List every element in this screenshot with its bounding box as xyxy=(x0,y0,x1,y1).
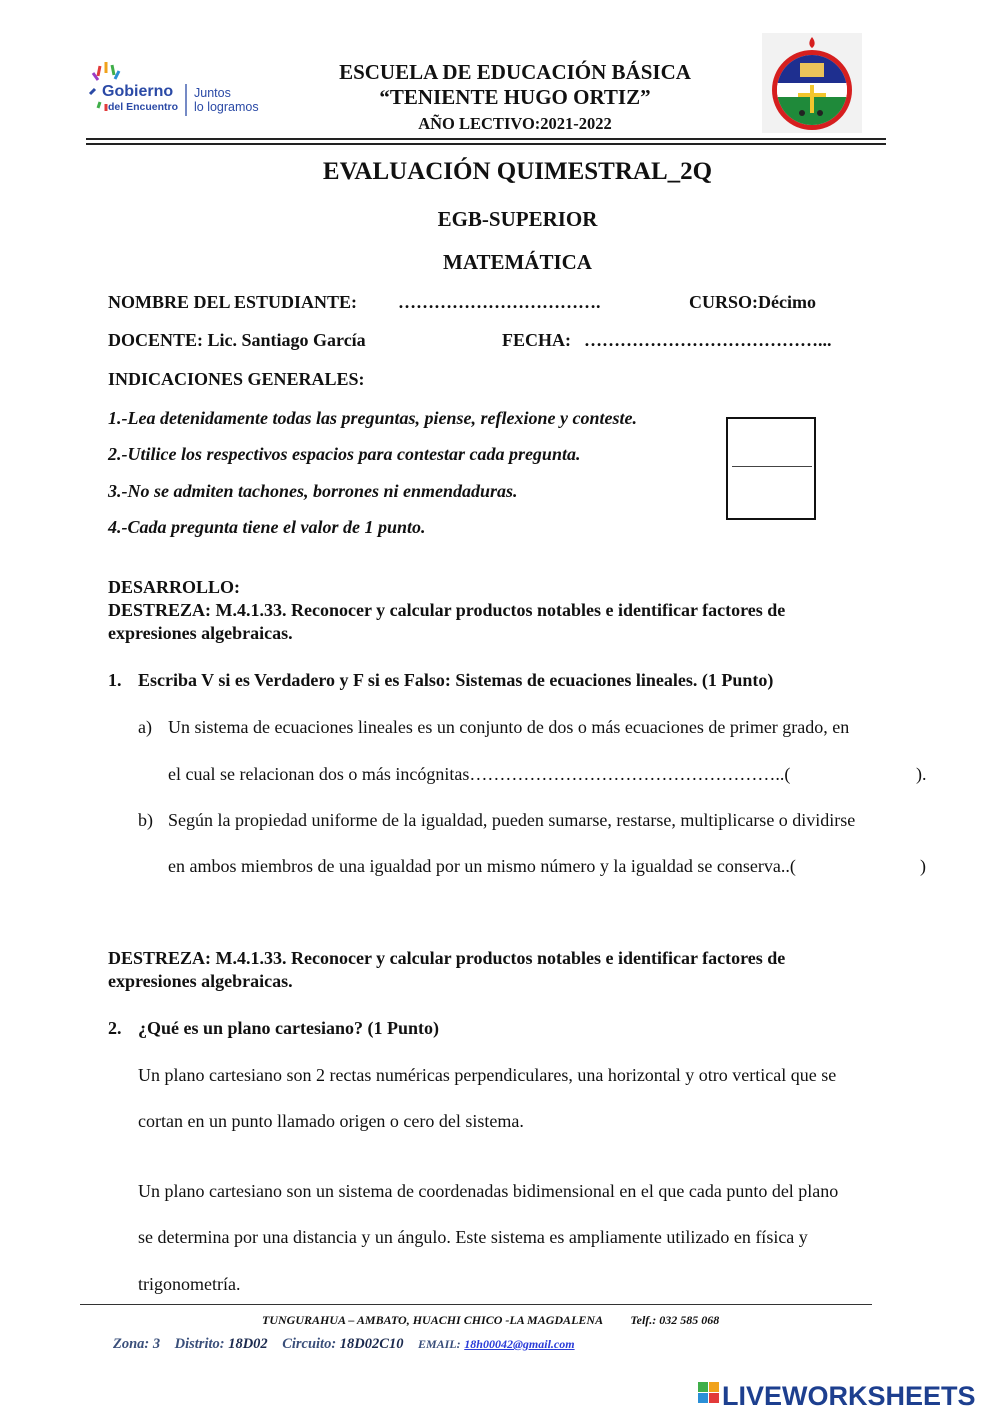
svg-text:Gobierno: Gobierno xyxy=(102,83,174,100)
score-box-divider xyxy=(732,466,812,467)
footer-phone: Telf.: 032 585 068 xyxy=(630,1313,720,1327)
liveworksheets-watermark[interactable] xyxy=(696,1378,996,1410)
footer-address xyxy=(262,1313,719,1328)
footer-email-link[interactable]: 18h00042@gmail.com xyxy=(464,1337,575,1351)
instruction-item: 2.-Utilice los respectivos espacios para contestar cada pregunta. xyxy=(108,444,581,464)
question-number: 2. xyxy=(108,1018,122,1038)
svg-text:del Encuentro: del Encuentro xyxy=(108,101,179,113)
answer-blank[interactable] xyxy=(885,763,915,785)
answer-blank[interactable] xyxy=(875,855,915,877)
svg-text:lo logramos: lo logramos xyxy=(194,100,259,114)
header-divider xyxy=(86,143,886,145)
statement-paren: ) xyxy=(920,856,926,876)
option-label: b) xyxy=(138,810,153,830)
instruction-item: 3.-No se admiten tachones, borrones ni enmendaduras. xyxy=(108,481,518,501)
level-title: EGB-SUPERIOR xyxy=(437,207,598,231)
subject-title: MATEMÁTICA xyxy=(443,250,592,274)
footer-codes xyxy=(113,1336,575,1353)
skill-line: expresiones algebraicas. xyxy=(108,623,293,643)
footer-circuito: 18D02C10 xyxy=(339,1336,404,1352)
exam-title: EVALUACIÓN QUIMESTRAL_2Q xyxy=(322,158,713,185)
student-name-field[interactable]: ……………………………. xyxy=(398,292,601,312)
date-label: FECHA: xyxy=(502,330,571,350)
svg-text:Juntos: Juntos xyxy=(194,86,231,100)
statement-text: en ambos miembros de una igualdad por un mismo número y la igualdad se conserva..( xyxy=(168,856,796,876)
answer-option-text[interactable]: trigonometría. xyxy=(138,1274,241,1294)
footer-email-label: EMAIL: xyxy=(417,1337,461,1351)
statement-text: Un sistema de ecuaciones lineales es un conjunto de dos o más ecuaciones de primer grado, en xyxy=(168,717,850,737)
school-crest-logo xyxy=(762,33,862,133)
svg-text:LIVEWORKSHEETS: LIVEWORKSHEETS xyxy=(722,1381,976,1410)
answer-option-text[interactable]: se determina por una distancia y un ángulo. Este sistema es ampliamente utilizado en física y xyxy=(138,1227,808,1247)
liveworksheets-logo-icon xyxy=(698,1382,719,1403)
answer-option-text[interactable]: cortan en un punto llamado origen o cero del sistema. xyxy=(138,1111,524,1131)
statement-paren: ). xyxy=(916,764,927,784)
development-heading: DESARROLLO: xyxy=(108,577,241,597)
instruction-item: 4.-Cada pregunta tiene el valor de 1 punto. xyxy=(108,517,426,537)
header-divider xyxy=(86,138,886,140)
date-field[interactable]: …………………………………... xyxy=(584,330,832,350)
school-name: “TENIENTE HUGO ORTIZ” xyxy=(379,85,651,109)
statement-text: el cual se relacionan dos o más incógnitas……………………………………………..( xyxy=(168,764,791,784)
footer-zona: Zona: 3 xyxy=(113,1336,161,1352)
score-box[interactable] xyxy=(726,417,816,520)
teacher-label: DOCENTE: Lic. Santiago García xyxy=(108,330,366,350)
instruction-item: 1.-Lea detenidamente todas las preguntas, piense, reflexione y conteste. xyxy=(108,408,637,428)
question-number: 1. xyxy=(108,670,122,690)
skill-line: DESTREZA: M.4.1.33. Reconocer y calcular productos notables e identificar factores de xyxy=(108,948,786,968)
footer-circuito-label: Circuito: xyxy=(282,1336,337,1352)
statement-text: Según la propiedad uniforme de la igualdad, pueden sumarse, restarse, multiplicarse o dividirse xyxy=(168,810,856,830)
student-name-label: NOMBRE DEL ESTUDIANTE: xyxy=(108,292,358,312)
footer-divider xyxy=(80,1304,872,1305)
course-label: CURSO:Décimo xyxy=(689,292,816,312)
option-label: a) xyxy=(138,717,152,737)
government-logo xyxy=(86,56,266,126)
footer-distrito: 18D02 xyxy=(228,1336,268,1352)
skill-line: expresiones algebraicas. xyxy=(108,971,293,991)
answer-option-text[interactable]: Un plano cartesiano son un sistema de coordenadas bidimensional en el que cada punto del plano xyxy=(138,1181,839,1201)
answer-option-text[interactable]: Un plano cartesiano son 2 rectas numéricas perpendiculares, una horizontal y otro vertical que se xyxy=(138,1065,837,1085)
school-year: AÑO LECTIVO:2021-2022 xyxy=(418,114,612,133)
question-text: ¿Qué es un plano cartesiano? (1 Punto) xyxy=(138,1018,440,1038)
skill-line: DESTREZA: M.4.1.33. Reconocer y calcular productos notables e identificar factores de xyxy=(108,600,786,620)
school-type: ESCUELA DE EDUCACIÓN BÁSICA xyxy=(339,60,691,84)
instructions-heading: INDICACIONES GENERALES: xyxy=(108,369,365,389)
footer-distrito-label: Distrito: xyxy=(174,1336,225,1352)
question-text: Escriba V si es Verdadero y F si es Falso: Sistemas de ecuaciones lineales. (1 Punto) xyxy=(138,670,774,690)
footer-address-text: TUNGURAHUA – AMBATO, HUACHI CHICO -LA MAGDALENA xyxy=(262,1313,603,1327)
